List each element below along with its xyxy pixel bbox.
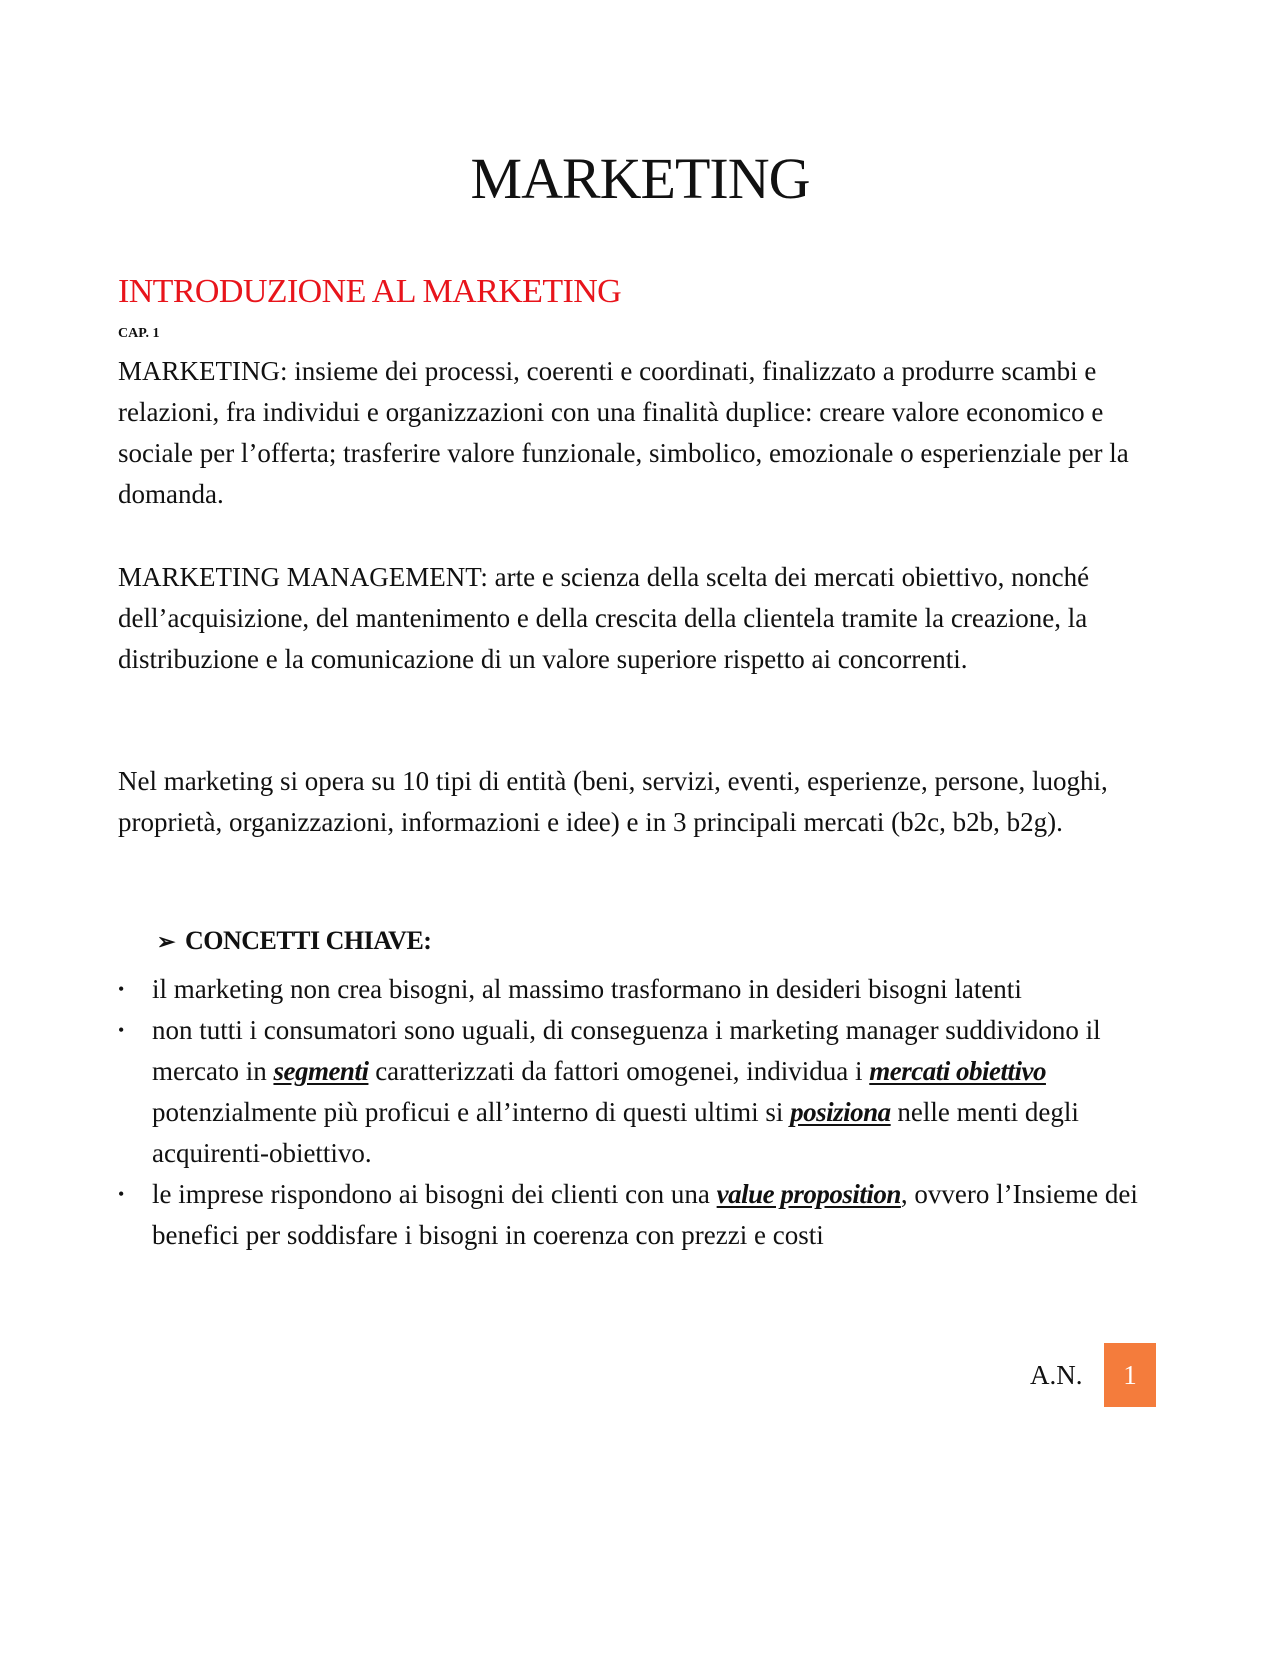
key-concepts-list <box>118 969 1178 1256</box>
key-concepts-heading-text: CONCETTI CHIAVE: <box>184 926 432 955</box>
chapter-label: CAP. 1 <box>118 326 160 341</box>
page-number-badge: 1 <box>1104 1343 1156 1407</box>
list-item <box>118 1010 1178 1174</box>
bullet-icon: • <box>118 1184 125 1204</box>
footer-initials: A.N. <box>1030 1360 1083 1390</box>
emphasis-posiziona: posiziona <box>790 1097 891 1127</box>
paragraph-marketing-definition: MARKETING: insieme dei processi, coerenti e coordinati, finalizzato a produrre scambi e relazioni, fra individui e organizzazioni con una finalità duplice: creare valore economico e sociale per l’offerta; trasferire valore funzionale, simbolico, emozionale o esperienziale per la domanda. <box>118 356 1129 509</box>
list-item-text: , ovvero l’Insieme dei benefici per soddisfare i bisogni in coerenza con prezzi e costi <box>152 1179 1138 1250</box>
list-item-text: potenzialmente più proficui e all’interno di questi ultimi si <box>152 1097 791 1127</box>
emphasis-mercati-obiettivo: mercati obiettivo <box>869 1056 1046 1086</box>
list-item <box>118 1174 1178 1256</box>
paragraph-marketing-management-definition: MARKETING MANAGEMENT: arte e scienza della scelta dei mercati obiettivo, nonché dell’acquisizione, del mantenimento e della crescita della clientela tramite la creazione, la distribuzione e la comunicazione di un valore superiore rispetto ai concorrenti. <box>118 562 1090 674</box>
emphasis-value-proposition: value proposition <box>716 1179 901 1209</box>
document-title: MARKETING <box>470 146 810 211</box>
arrow-right-icon: ➢ <box>157 929 175 954</box>
list-item <box>118 969 1178 1010</box>
key-concepts-heading <box>157 928 431 954</box>
section-title: INTRODUZIONE AL MARKETING <box>118 273 622 310</box>
bullet-icon: • <box>118 979 125 999</box>
bullet-icon: • <box>118 1020 125 1040</box>
list-item-text: le imprese rispondono ai bisogni dei clienti con una <box>152 1179 717 1209</box>
emphasis-segmenti: segmenti <box>273 1056 369 1086</box>
list-item-text: caratterizzati da fattori omogenei, individua i <box>368 1056 870 1086</box>
list-item-text: il marketing non crea bisogni, al massimo trasformano in desideri bisogni latenti <box>152 974 1022 1004</box>
list-item-text: nelle menti degli acquirenti-obiettivo. <box>152 1097 1079 1168</box>
list-item-text: non tutti i consumatori sono uguali, di conseguenza i marketing manager suddividono il mercato in <box>152 1015 1101 1086</box>
paragraph-entities-and-markets: Nel marketing si opera su 10 tipi di entità (beni, servizi, eventi, esperienze, persone, luoghi, proprietà, organizzazioni, informazioni e idee) e in 3 principali mercati (b2c, b2b, b2g). <box>118 766 1108 837</box>
